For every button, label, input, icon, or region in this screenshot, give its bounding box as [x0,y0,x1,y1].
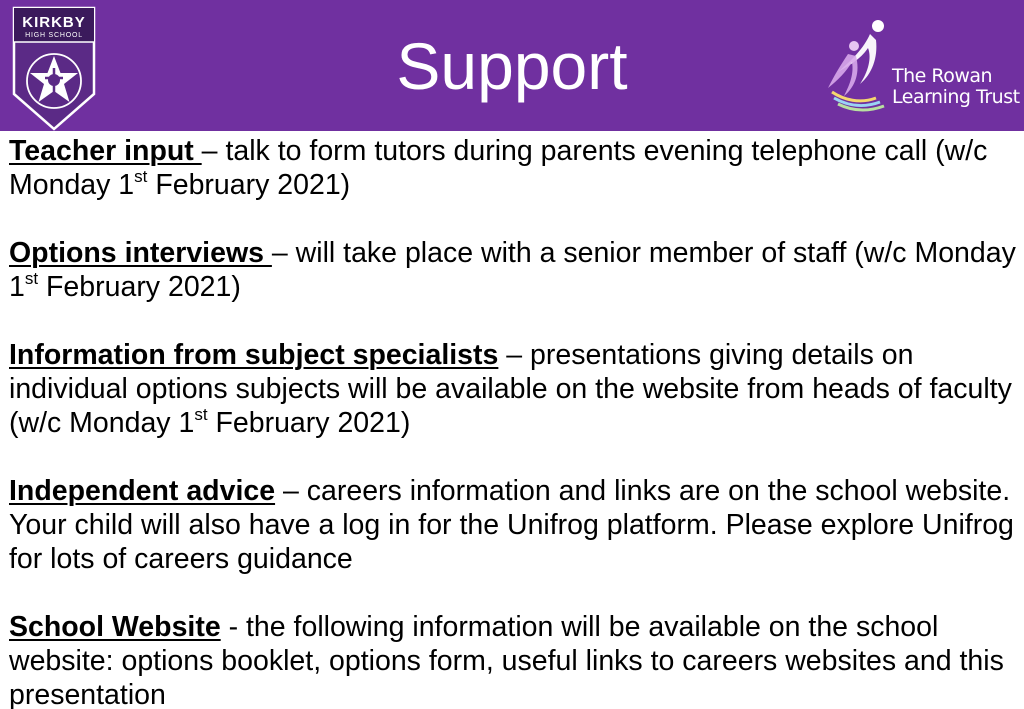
support-item-teacher-input [9,134,1019,202]
item-heading: School Website [9,611,221,643]
school-name-line2: HIGH SCHOOL [25,32,83,39]
item-heading: Independent advice [9,475,276,507]
ordinal-suffix: st [134,167,148,186]
trust-name [892,65,1020,108]
item-text: – careers information and links are on the school website. Your child will also have a log in for the Unifrog platform. Please explore Unifrog for lots of careers guidance [9,475,1014,575]
support-item-school-website [9,610,1019,709]
item-text: – talk to form tutors during parents evening telephone call (w/c Monday 1 [9,135,988,201]
item-text-end: February 2021) [38,271,241,303]
item-text: – presentations giving details on individual options subjects will be available on the website from heads of faculty (w/c Monday 1 [9,339,1012,439]
support-content [9,134,1019,709]
trust-name-line2: Learning Trust [892,86,1020,108]
item-heading: Information from subject specialists [9,339,499,371]
ordinal-suffix: st [24,269,39,288]
support-item-independent-advice [9,474,1019,576]
school-name-line1: KIRKBY [22,14,86,31]
item-heading: Options interviews [9,237,272,269]
support-item-options-interviews [9,236,1019,304]
item-text: – will take place with a senior member of staff (w/c Monday 1 [9,237,1016,303]
support-item-subject-specialists [9,338,1019,440]
trust-logo [824,18,1020,118]
page-title: Support [396,29,628,103]
item-text-end: February 2021) [207,407,411,439]
item-text: - the following information will be available on the school website: options booklet, options form, useful links to careers websites and this presentation [9,611,1004,709]
item-text-end: February 2021) [147,169,351,201]
header-banner [0,0,1024,131]
trust-name-line1: The Rowan [892,65,993,87]
item-heading: Teacher input [9,135,202,167]
ordinal-suffix: st [194,405,208,424]
